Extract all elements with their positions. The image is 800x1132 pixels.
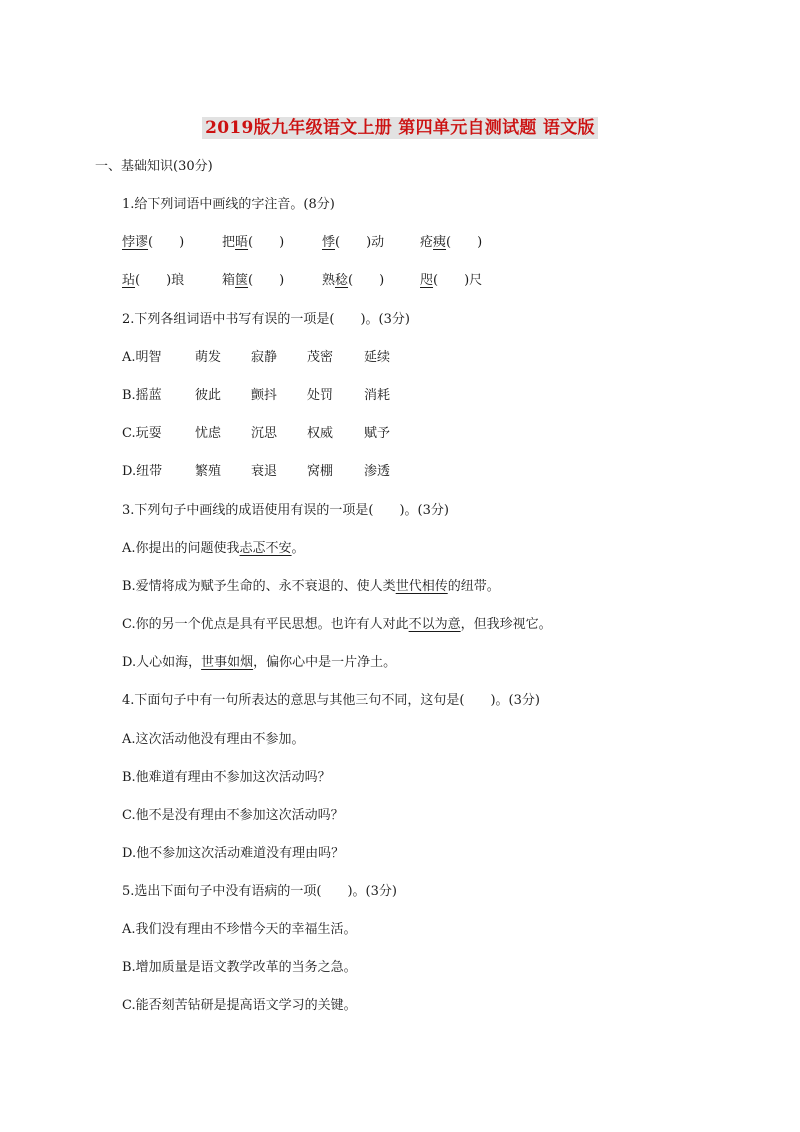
option-word: 忧虑 xyxy=(195,426,222,441)
option-word: 消耗 xyxy=(364,388,391,403)
pinyin-item: 悸( )动 xyxy=(322,235,385,250)
pinyin-item: 悖谬( ) xyxy=(122,235,185,250)
question-5-option-b: B.增加质量是语文教学改革的当务之急。 xyxy=(122,960,357,975)
question-5-stem: 5.选出下面句子中没有语病的一项( )。(3分) xyxy=(122,884,397,899)
option-word: 赋予 xyxy=(364,426,391,441)
option-word: 彼此 xyxy=(195,388,222,403)
option-word: A.明智 xyxy=(122,350,162,365)
option-word: 沉思 xyxy=(251,426,278,441)
option-word: C.玩耍 xyxy=(122,426,162,441)
option-word: 衰退 xyxy=(251,464,278,479)
option-word: 权威 xyxy=(307,426,334,441)
question-4-option-a: A.这次活动他没有理由不参加。 xyxy=(122,732,305,747)
document-title: 2019版九年级语文上册 第四单元自测试题 语文版 xyxy=(0,113,800,138)
question-3-option-a: A.你提出的问题使我忐忑不安。 xyxy=(122,541,305,556)
question-5-option-c: C.能否刻苦钻研是提高语文学习的关键。 xyxy=(122,998,357,1013)
option-word: 延续 xyxy=(364,350,391,365)
option-word: D.纽带 xyxy=(122,464,163,479)
option-word: 茂密 xyxy=(307,350,334,365)
question-1-stem: 1.给下列词语中画线的字注音。(8分) xyxy=(122,197,335,212)
pinyin-item: 咫( )尺 xyxy=(420,273,483,288)
option-word: 颤抖 xyxy=(251,388,278,403)
option-word: 繁殖 xyxy=(195,464,222,479)
section-heading: 一、基础知识(30分) xyxy=(95,159,213,174)
question-3-option-c: C.你的另一个优点是具有平民思想。也许有人对此不以为意，但我珍视它。 xyxy=(122,617,552,632)
question-4-option-d: D.他不参加这次活动难道没有理由吗？ xyxy=(122,846,345,861)
pinyin-item: 玷( )琅 xyxy=(122,273,185,288)
option-word: 寂静 xyxy=(251,350,278,365)
question-4-option-b: B.他难道有理由不参加这次活动吗？ xyxy=(122,770,331,785)
pinyin-item: 熟稔( ) xyxy=(322,273,385,288)
option-word: 渗透 xyxy=(364,464,391,479)
pinyin-item: 箱箧( ) xyxy=(222,273,285,288)
question-3-option-b: B.爱情将成为赋予生命的、永不衰退的、使人类世代相传的纽带。 xyxy=(122,579,500,594)
question-3-option-d: D.人心如海，世事如烟，偏你心中是一片净土。 xyxy=(122,655,397,670)
pinyin-item: 把晤( ) xyxy=(222,235,285,250)
option-word: B.摇蓝 xyxy=(122,388,162,403)
question-4-stem: 4.下面句子中有一句所表达的意思与其他三句不同，这句是( )。(3分) xyxy=(122,693,540,708)
option-word: 处罚 xyxy=(307,388,334,403)
option-word: 萌发 xyxy=(195,350,222,365)
pinyin-item: 疮痍( ) xyxy=(420,235,483,250)
question-2-stem: 2.下列各组词语中书写有误的一项是( )。(3分) xyxy=(122,312,410,327)
question-3-stem: 3.下列句子中画线的成语使用有误的一项是( )。(3分) xyxy=(122,503,449,518)
question-5-option-a: A.我们没有理由不珍惜今天的幸福生活。 xyxy=(122,922,357,937)
question-4-option-c: C.他不是没有理由不参加这次活动吗？ xyxy=(122,808,344,823)
option-word: 窝棚 xyxy=(307,464,334,479)
